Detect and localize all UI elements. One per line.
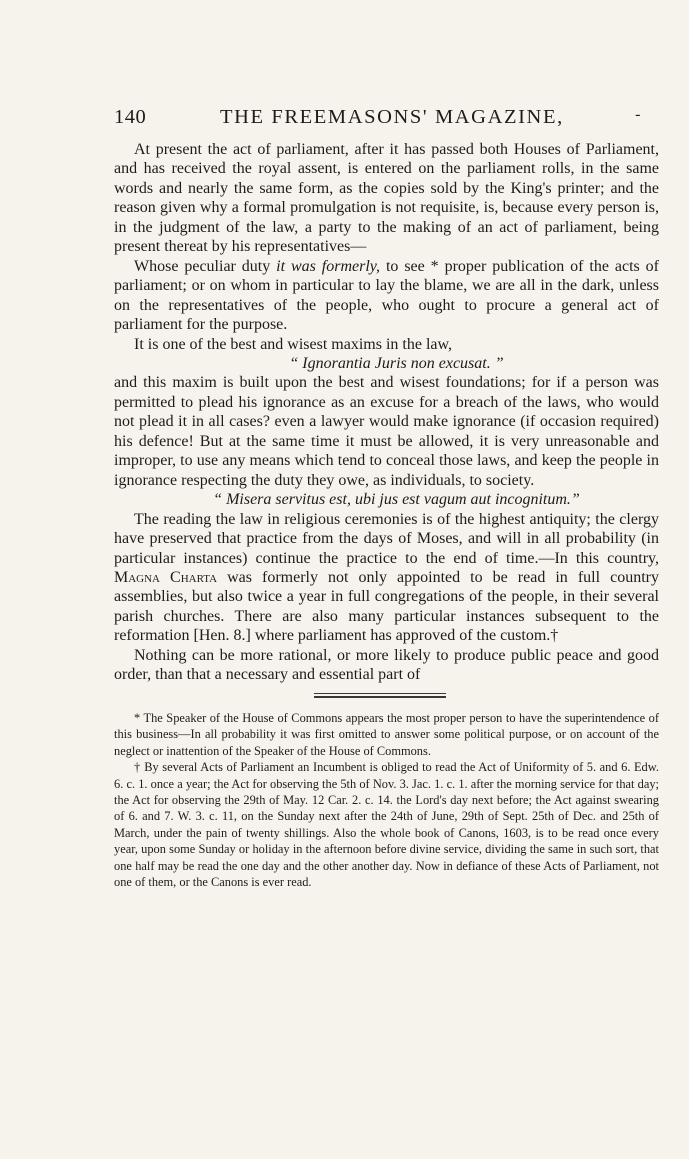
running-title: THE FREEMASONS' MAGAZINE, [220,106,564,128]
rule-line [314,696,446,698]
paragraph-reading-law [114,510,659,646]
page-number: 140 [114,106,147,128]
main-text [114,140,659,685]
paragraph-maxim-intro: It is one of the best and wisest maxims in the law, [134,335,453,353]
magna-charta: Magna Charta [114,568,218,586]
latin-quote-misera: “ Misera servitus est, ubi jus est vagum aut incognitum.” [213,491,580,509]
footnote-speaker: * The Speaker of the House of Commons appears the most proper person to have the superintendence of this business—In all probability it was first omitted to answer some political purpose, or on account of the neglect or inattention of the Speaker of the House of Commons. [114,710,659,758]
footnote-acts: † By several Acts of Parliament an Incumbent is obliged to read the Act of Uniformity of 5. and 6. Edw. 6. c. 1. once a year; the Act for observing the 5th of Nov. 3. Jac. 1. c. 1. after the morning service for that day; the Act for observing the 29th of May. 12 Car. 2. c. 14. the Lord's day next before; the Act against swearing of 6. and 7. W. 3. c. 11, on the Sunday next after the 24th of June, 29th of Sept. 25th of Dec. and 25th of March, under the pain of twenty shillings. Also the whole book of Canons, 1603, is to be read once every year, upon some Sunday or holiday in the afternoon before divine service, dividing the same in such sort, that one half may be read the one day and the other another day. Now in defiance of these Acts of Parliament, not one of them, or the Canons is ever read. [114,760,659,890]
header-mark: - [635,106,641,123]
text-run: The reading the law in religious ceremonies is of the highest antiquity; the clergy have preserved that practice from the days of Moses, and will in all probability (in particular instances) continue the practice to the end of time.—In this country, [114,510,659,567]
paragraph-rational: Nothing can be more rational, or more likely to produce public peace and good order, than that a necessary and essential part of [114,646,659,684]
italic-phrase: it was formerly, [276,257,381,275]
running-header [114,106,659,140]
rule-line [314,693,446,695]
text-run: Whose peculiar duty [134,257,277,275]
paragraph-maxim-explanation: and this maxim is built upon the best and wisest foundations; for if a person was permitted to plead his ignorance as an excuse for a breach of the laws, who would not plead it in all cases? even a lawyer would make ignorance (if occasion required) his defence! But at the same time it must be allowed, it is very unreasonable and improper, to use any means which tend to conceal those laws, and keep the people in ignorance respecting the duty they owe, as individuals, to society. [114,374,659,489]
latin-quote-ignorantia: “ Ignorantia Juris non excusat. ” [289,354,504,372]
paragraph-publication-duty [114,257,659,335]
text-run: to see * proper publication of the acts of parliament; or on whom in particular to lay the blame, we are all in the dark, unless on the representatives of the people, who ought to procure a general act of parliament for the purpose. [114,257,660,334]
footnotes [114,710,659,891]
paragraph-promulgation: At present the act of parliament, after it has passed both Houses of Parliament, and has received the royal assent, is entered on the parliament rolls, in the same words and nearly the same form, as the copies sold by the King's printer; and the reason given why a formal promulgation is not requisite, is, because every person is, in the judgment of the law, a party to the making of an act of parliament, being present thereat by his representatives— [114,141,659,256]
text-run: was formerly not only appointed to be read in full country assemblies, but also twice a year in full congregations of the people, in their several parish churches. There are also many particular instances subsequent to the reformation [Hen. 8.] where parliament has approved of the custom.† [114,568,659,645]
footnote-rule [314,693,446,698]
